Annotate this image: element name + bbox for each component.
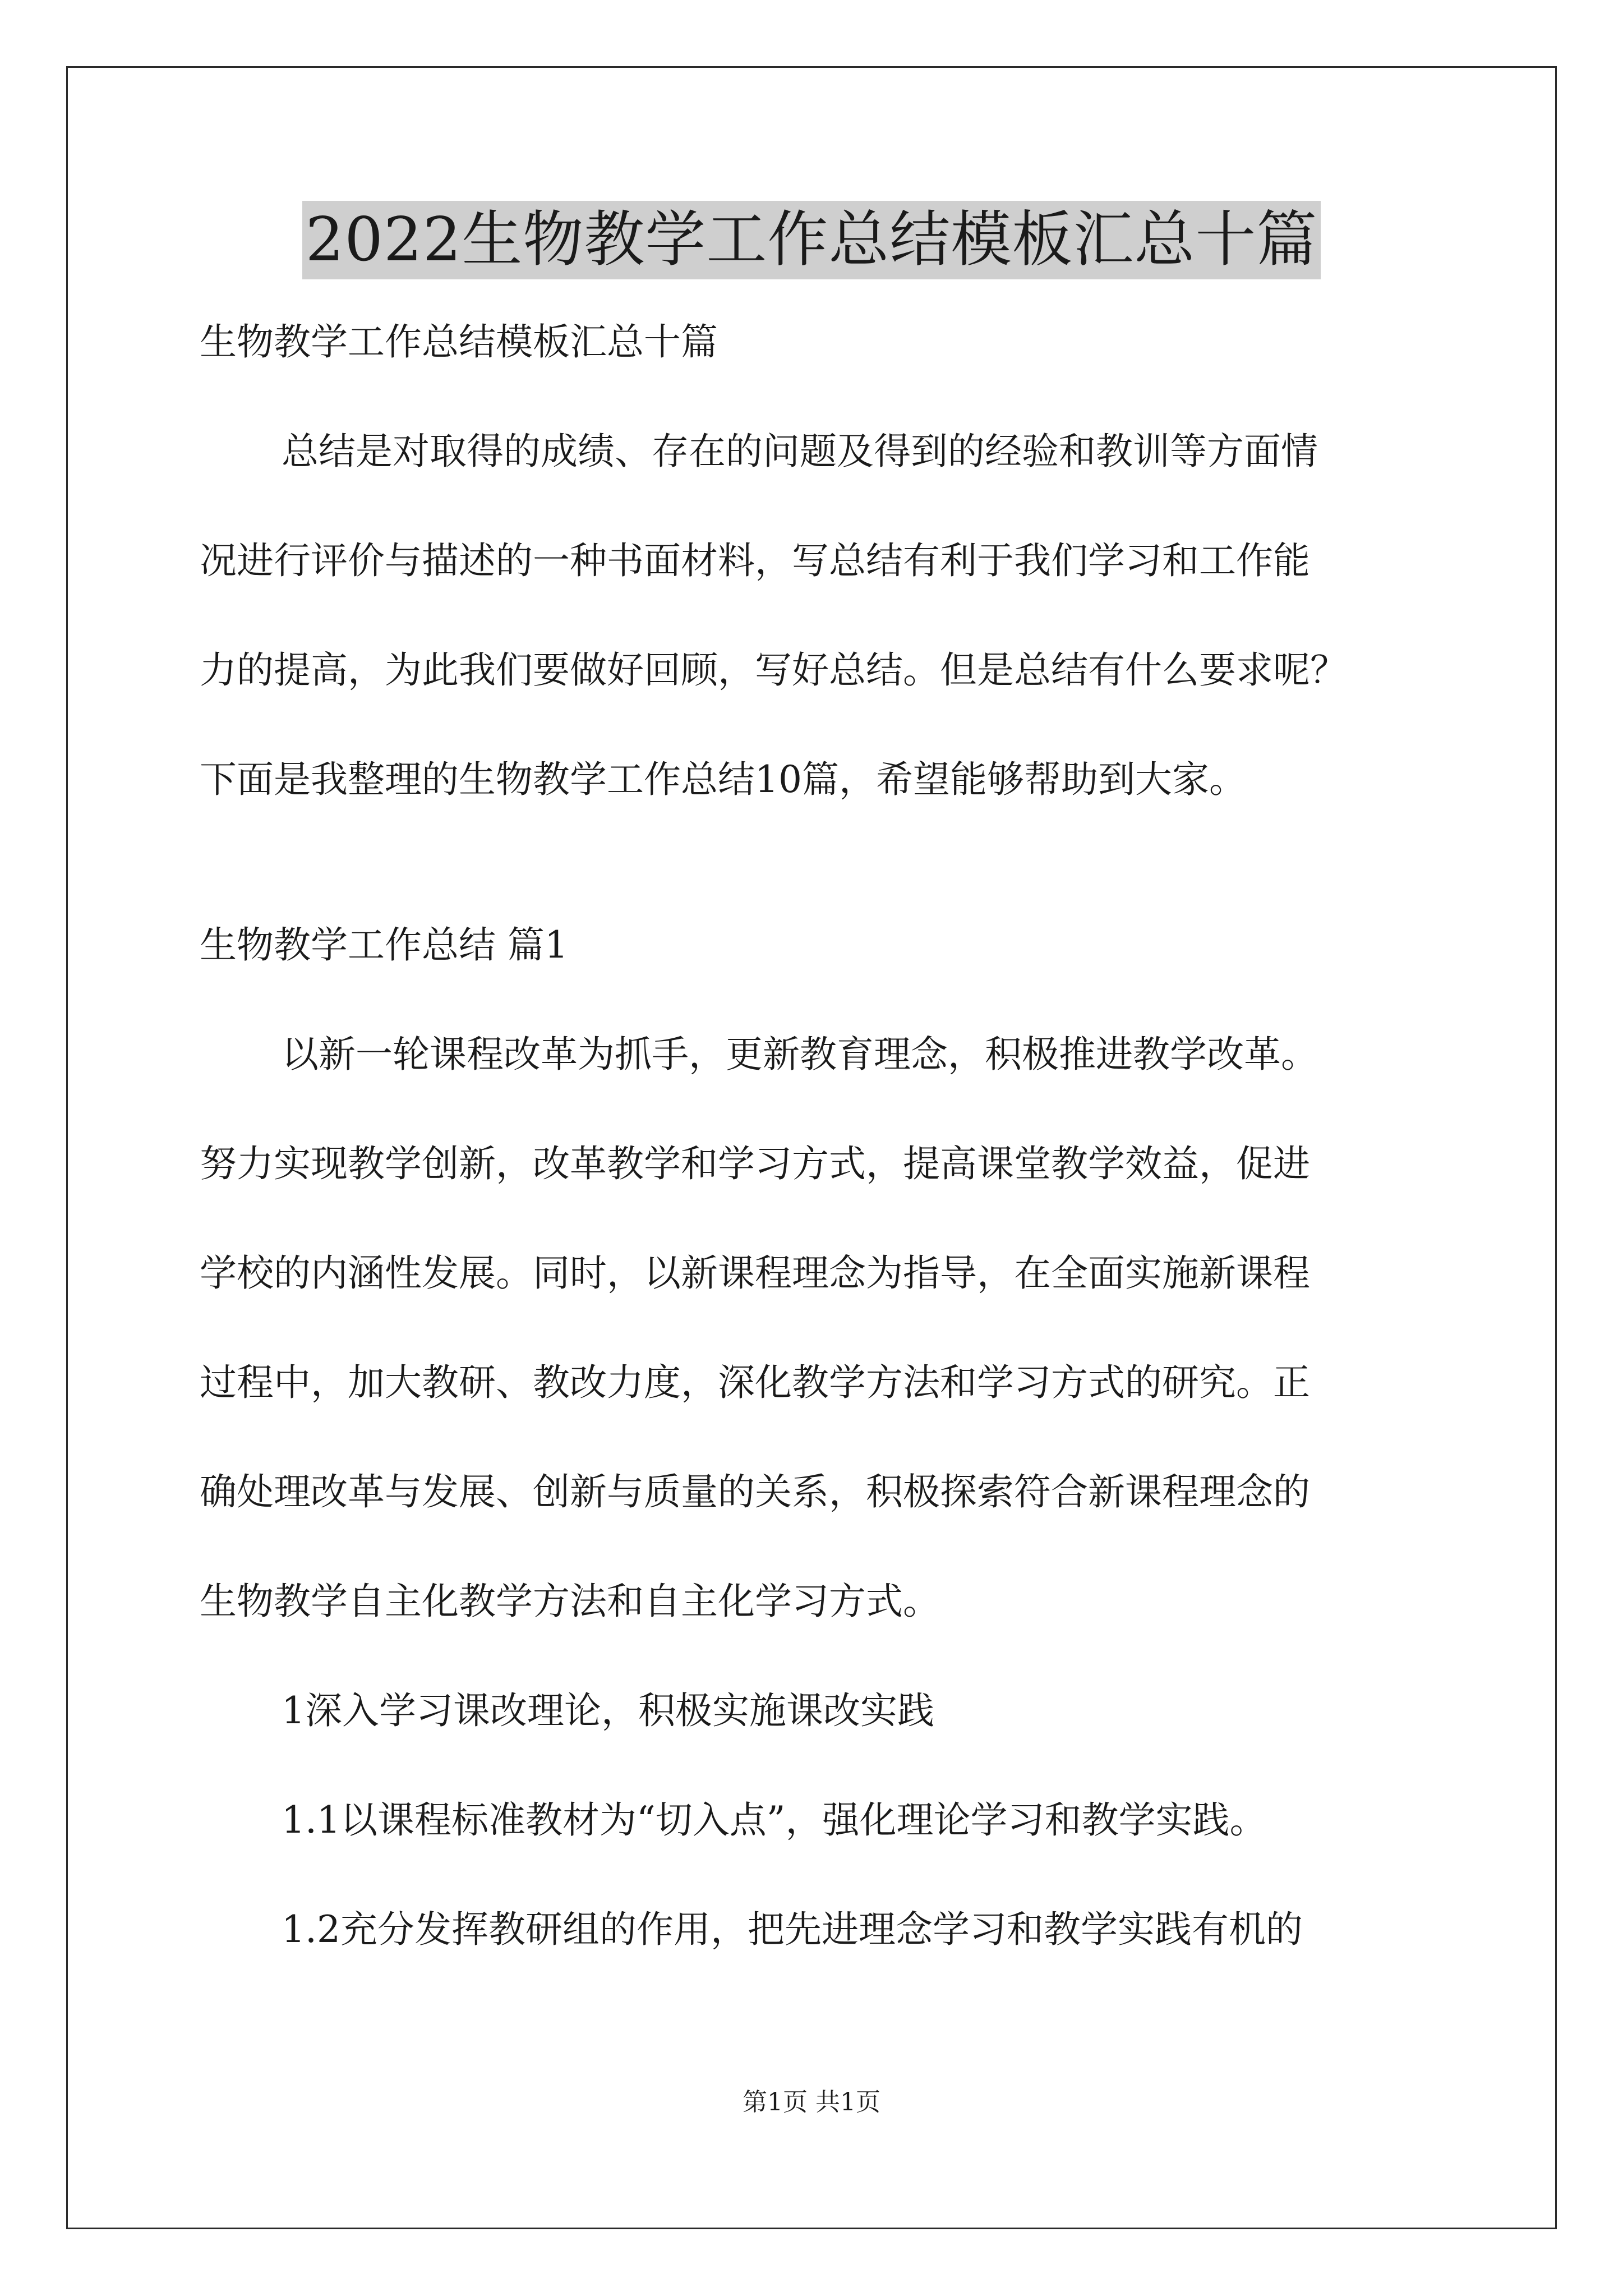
- section-line: 努力实现教学创新，改革教学和学习方式，提高课堂教学效益，促进: [200, 1142, 1310, 1185]
- list-item-1: 1深入学习课改理论，积极实施课改实践: [282, 1689, 934, 1732]
- intro-paragraph: [200, 424, 1428, 808]
- section-line: 学校的内涵性发展。同时，以新课程理念为指导，在全面实施新课程: [200, 1251, 1310, 1295]
- page-footer: 第1页 共1页: [743, 2088, 880, 2116]
- title-container: [0, 201, 1623, 279]
- section-line: 生物教学自主化教学方法和自主化学习方式。: [200, 1580, 940, 1623]
- intro-line: 总结是对取得的成绩、存在的问题及得到的经验和教训等方面情: [282, 430, 1318, 473]
- section-paragraph: [200, 1027, 1428, 1630]
- section-line: 以新一轮课程改革为抓手，更新教育理念，积极推进教学改革。: [282, 1033, 1318, 1076]
- section-line: 过程中，加大教研、教改力度，深化教学方法和学习方式的研究。正: [200, 1361, 1310, 1404]
- intro-line: 况进行评价与描述的一种书面材料，写总结有利于我们学习和工作能: [200, 539, 1310, 582]
- intro-line: 力的提高，为此我们要做好回顾，写好总结。但是总结有什么要求呢？: [200, 648, 1347, 692]
- list-item-1-2: 1.2充分发挥教研组的作用，把先进理念学习和教学实践有机的: [282, 1908, 1303, 1951]
- document-title: 2022生物教学工作总结模板汇总十篇: [302, 201, 1321, 279]
- document-body: [200, 314, 1428, 2011]
- section-heading: 生物教学工作总结 篇1: [200, 923, 568, 967]
- intro-line: 下面是我整理的生物教学工作总结10篇，希望能够帮助到大家。: [200, 758, 1246, 801]
- list-item-1-1: 1.1以课程标准教材为“切入点”，强化理论学习和教学实践。: [282, 1798, 1267, 1842]
- section-line: 确处理改革与发展、创新与质量的关系，积极探索符合新课程理念的: [200, 1470, 1310, 1513]
- subtitle: 生物教学工作总结模板汇总十篇: [200, 320, 718, 364]
